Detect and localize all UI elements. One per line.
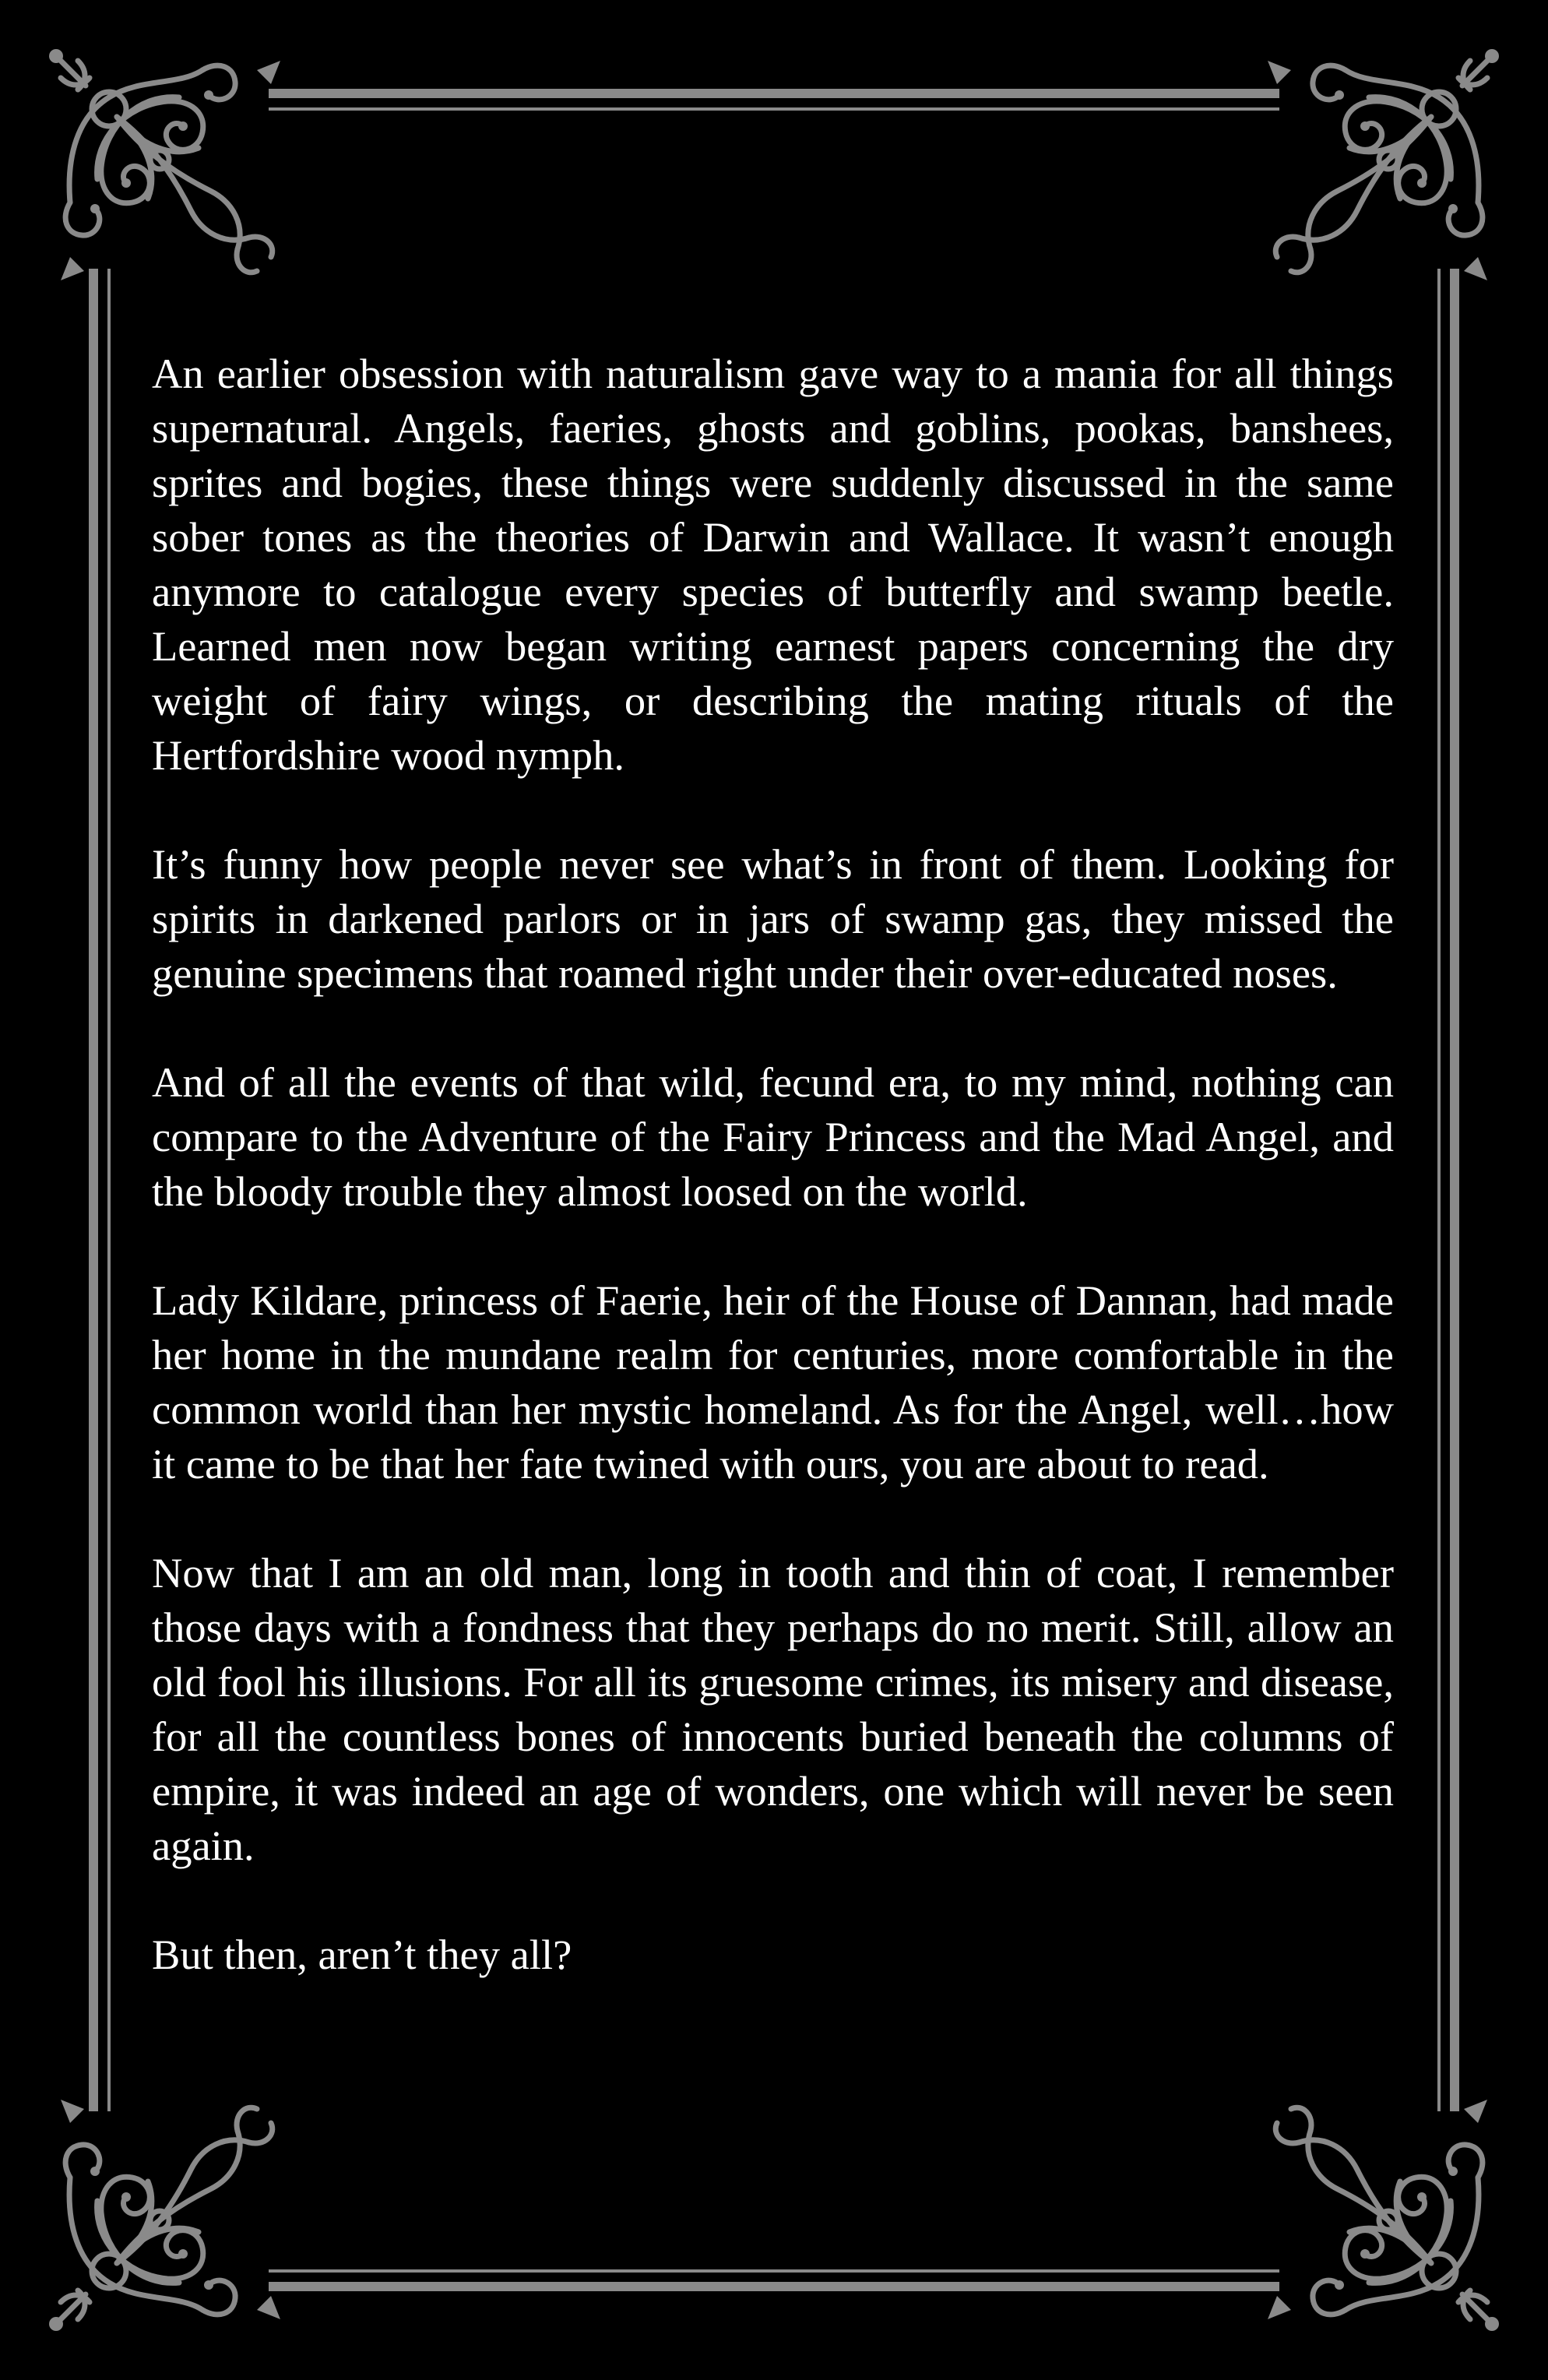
paragraph-2: It’s funny how people never see what’s in front of them. Looking for spirits in darkened parlors or in jars of swamp gas, they missed the genuine specimens that roamed right under their over-educated noses.: [152, 840, 1394, 997]
paragraph-5: Now that I am an old man, long in tooth and thin of coat, I remember those days with a fondness that they perhaps do no merit. Still, allow an old fool his illusions. For all its gruesome crimes, its misery and disease, for all the countless bones of innocents buried beneath the columns of empire, it was indeed an age of wonders, one which will never be seen again.: [152, 1549, 1394, 1869]
paragraph-6: But then, aren’t they all?: [152, 1931, 572, 1978]
paragraph-1: An earlier obsession with naturalism gave way to a mania for all things supernatural. Angels, faeries, ghosts and goblins, pookas, banshees, sprites and bogies, these things were suddenly discussed in the same sober tones as the theories of Darwin and Wallace. It wasn’t enough anymore to catalogue every species of butterfly and swamp beetle. Learned men now began writing earnest papers concerning the dry weight of fairy wings, or describing the mating rituals of the Hertfordshire wood nymph.: [152, 350, 1394, 779]
paragraph-4: Lady Kildare, princess of Faerie, heir of the House of Dannan, had made her home in the mundane realm for centuries, more comfortable in the common world than her mystic homeland. As for the Angel, well…how it came to be that her fate twined with ours, you are about to read.: [152, 1276, 1394, 1488]
body-text: [152, 347, 1394, 1982]
paragraph-3: And of all the events of that wild, fecund era, to my mind, nothing can compare to the Adventure of the Fairy Princess and the Mad Angel, and the bloody trouble they almost loosed on the world.: [152, 1058, 1394, 1215]
